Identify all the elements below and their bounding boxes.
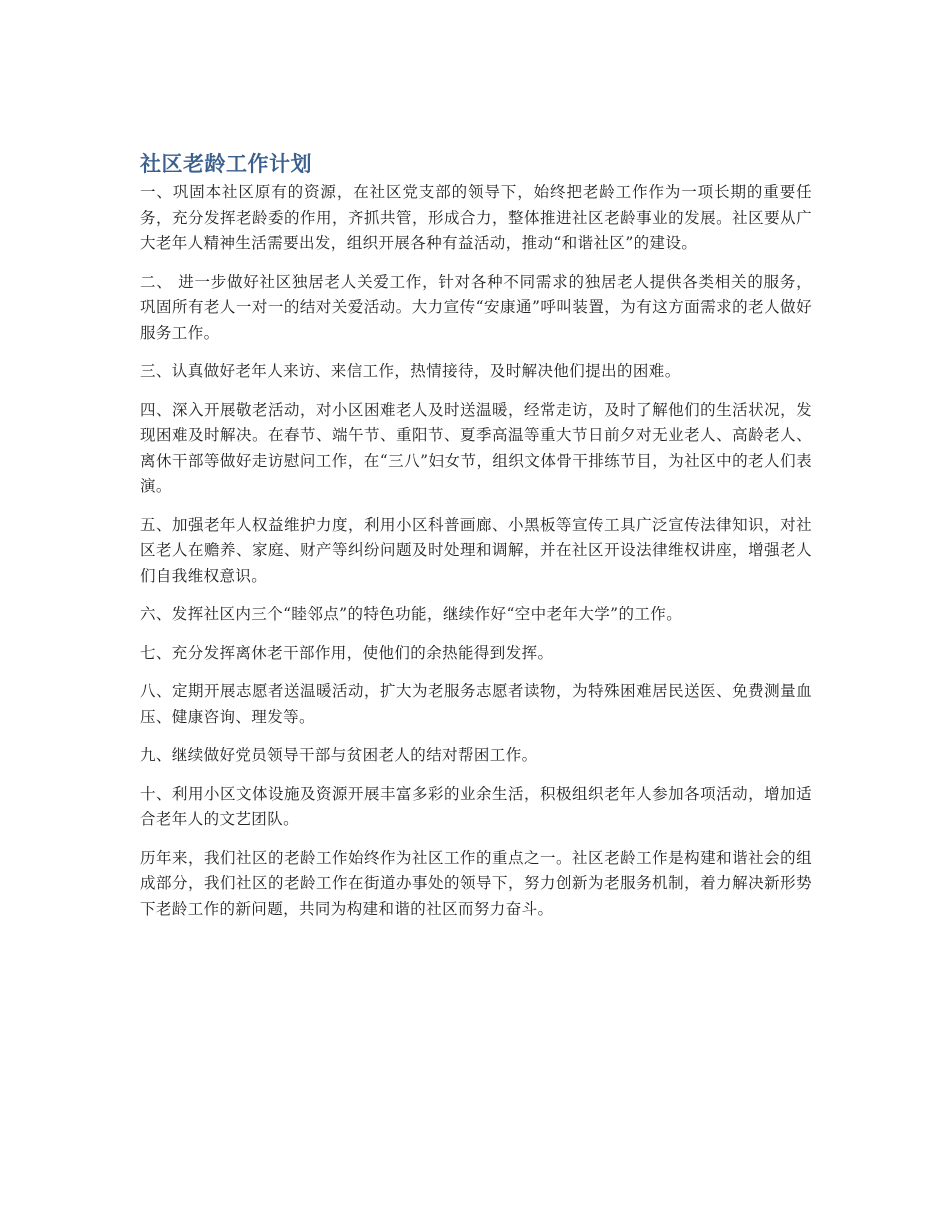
paragraph-2: 二、 进一步做好社区独居老人关爱工作，针对各种不同需求的独居老人提供各类相关的服务，巩固所有老人一对一的结对关爱活动。大力宣传“安康通”呼叫装置，为有这方面需求的老人做好服务工作。 [140, 272, 812, 342]
paragraph-7: 七、充分发挥离休老干部作用，使他们的余热能得到发挥。 [140, 643, 554, 662]
paragraph-1: 一、巩固本社区原有的资源，在社区党支部的领导下，始终把老龄工作作为一项长期的重要任务，充分发挥老龄委的作用，齐抓共管，形成合力，整体推进社区老龄事业的发展。社区要从广大老年人精神生活需要出发，组织开展各种有益活动，推动“和谐社区”的建设。 [140, 183, 812, 252]
paragraph-8: 八、定期开展志愿者送温暖活动，扩大为老服务志愿者读物，为特殊困难居民送医、免费测量血压、健康咨询、理发等。 [140, 682, 812, 726]
page-title: 社区老龄工作计划 [140, 152, 312, 176]
paragraph-conclusion: 历年来，我们社区的老龄工作始终作为社区工作的重点之一。社区老龄工作是构建和谐社会的组成部分，我们社区的老龄工作在街道办事处的领导下，努力创新为老服务机制，着力解决新形势下老龄工作的新问题，共同为构建和谐的社区而努力奋斗。 [140, 848, 812, 918]
paragraph-10: 十、利用小区文体设施及资源开展丰富多彩的业余生活，积极组织老年人参加各项活动，增加适合老年人的文艺团队。 [140, 784, 812, 828]
paragraph-5: 五、加强老年人权益维护力度，利用小区科普画廊、小黑板等宣传工具广泛宣传法律知识，对社区老人在赡养、家庭、财产等纠纷问题及时处理和调解，并在社区开设法律维权讲座，增强老人们自我维权意识。 [140, 515, 812, 585]
document-page [140, 150, 812, 935]
paragraph-4: 四、深入开展敬老活动，对小区困难老人及时送温暖，经常走访，及时了解他们的生活状况，发现困难及时解决。在春节、端午节、重阳节、夏季高温等重大节日前夕对无业老人、高龄老人、离休干部等做好走访慰问工作，在“三八”妇女节，组织文体骨干排练节目，为社区中的老人们表演。 [140, 400, 812, 495]
paragraph-3: 三、认真做好老年人来访、来信工作，热情接待，及时解决他们提出的困难。 [140, 362, 681, 380]
paragraph-9: 九、继续做好党员领导干部与贫困老人的结对帮困工作。 [140, 746, 538, 764]
paragraph-6: 六、发挥社区内三个“睦邻点”的特色功能，继续作好“空中老年大学”的工作。 [140, 605, 683, 623]
